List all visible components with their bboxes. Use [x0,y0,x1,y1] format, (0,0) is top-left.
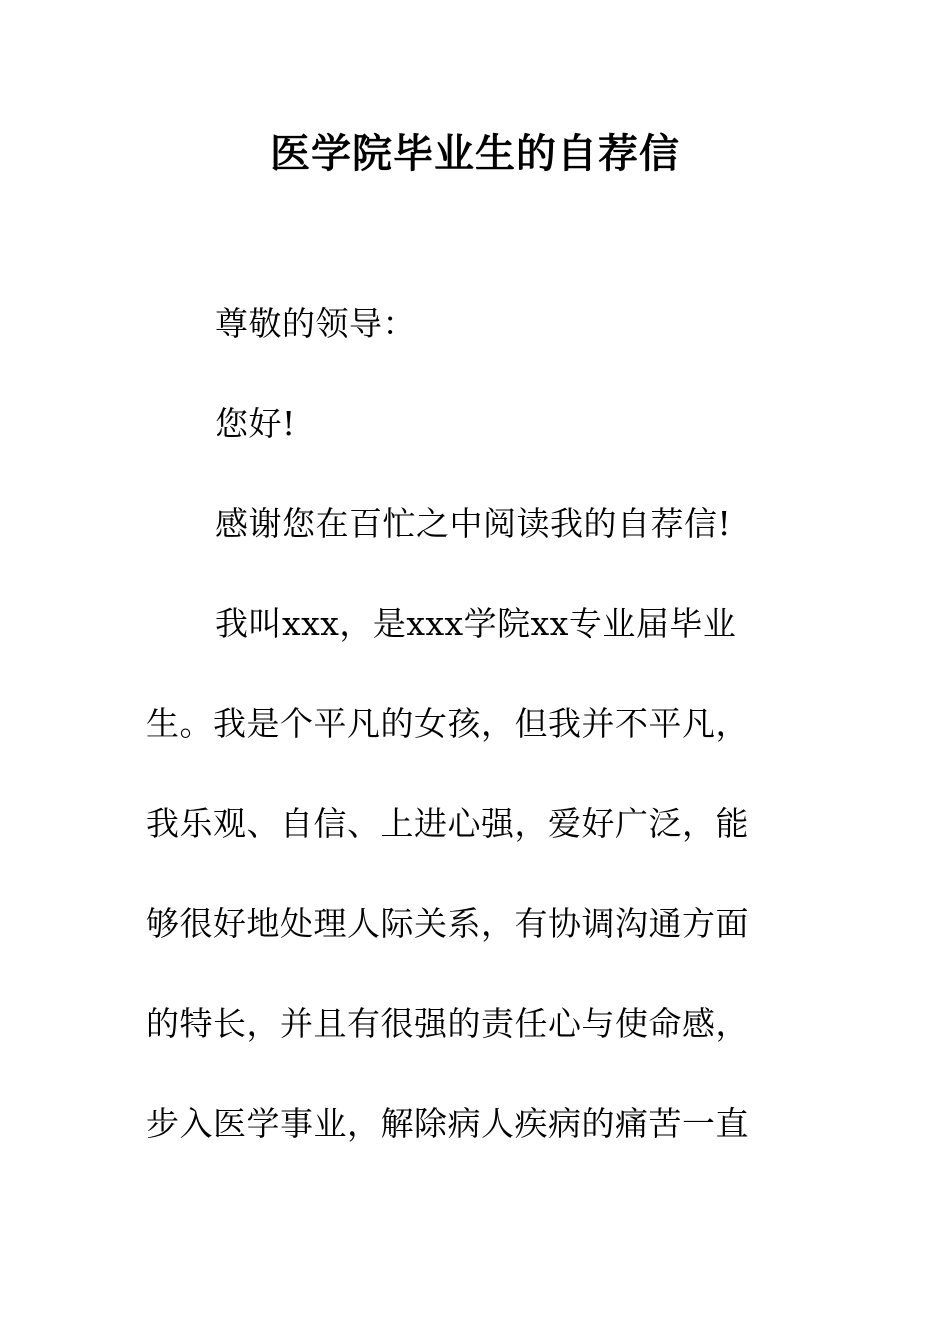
document-title: 医学院毕业生的自荐信 [270,131,680,177]
body-line: 我叫xxx，是xxx学院xx专业届毕业 [215,604,737,643]
salutation-line: 尊敬的领导： [215,304,416,343]
body-line: 生。我是个平凡的女孩，但我并不平凡， [146,704,749,743]
greeting-line: 您好! [215,404,296,443]
body-line: 步入医学事业，解除病人疾病的痛苦一直 [146,1104,749,1143]
body-line: 够很好地处理人际关系，有协调沟通方面 [146,904,749,943]
thanks-line: 感谢您在百忙之中阅读我的自荐信! [215,504,732,543]
body-line: 的特长，并且有很强的责任心与使命感， [146,1004,749,1043]
body-line: 我乐观、自信、上进心强，爱好广泛，能 [146,804,749,843]
